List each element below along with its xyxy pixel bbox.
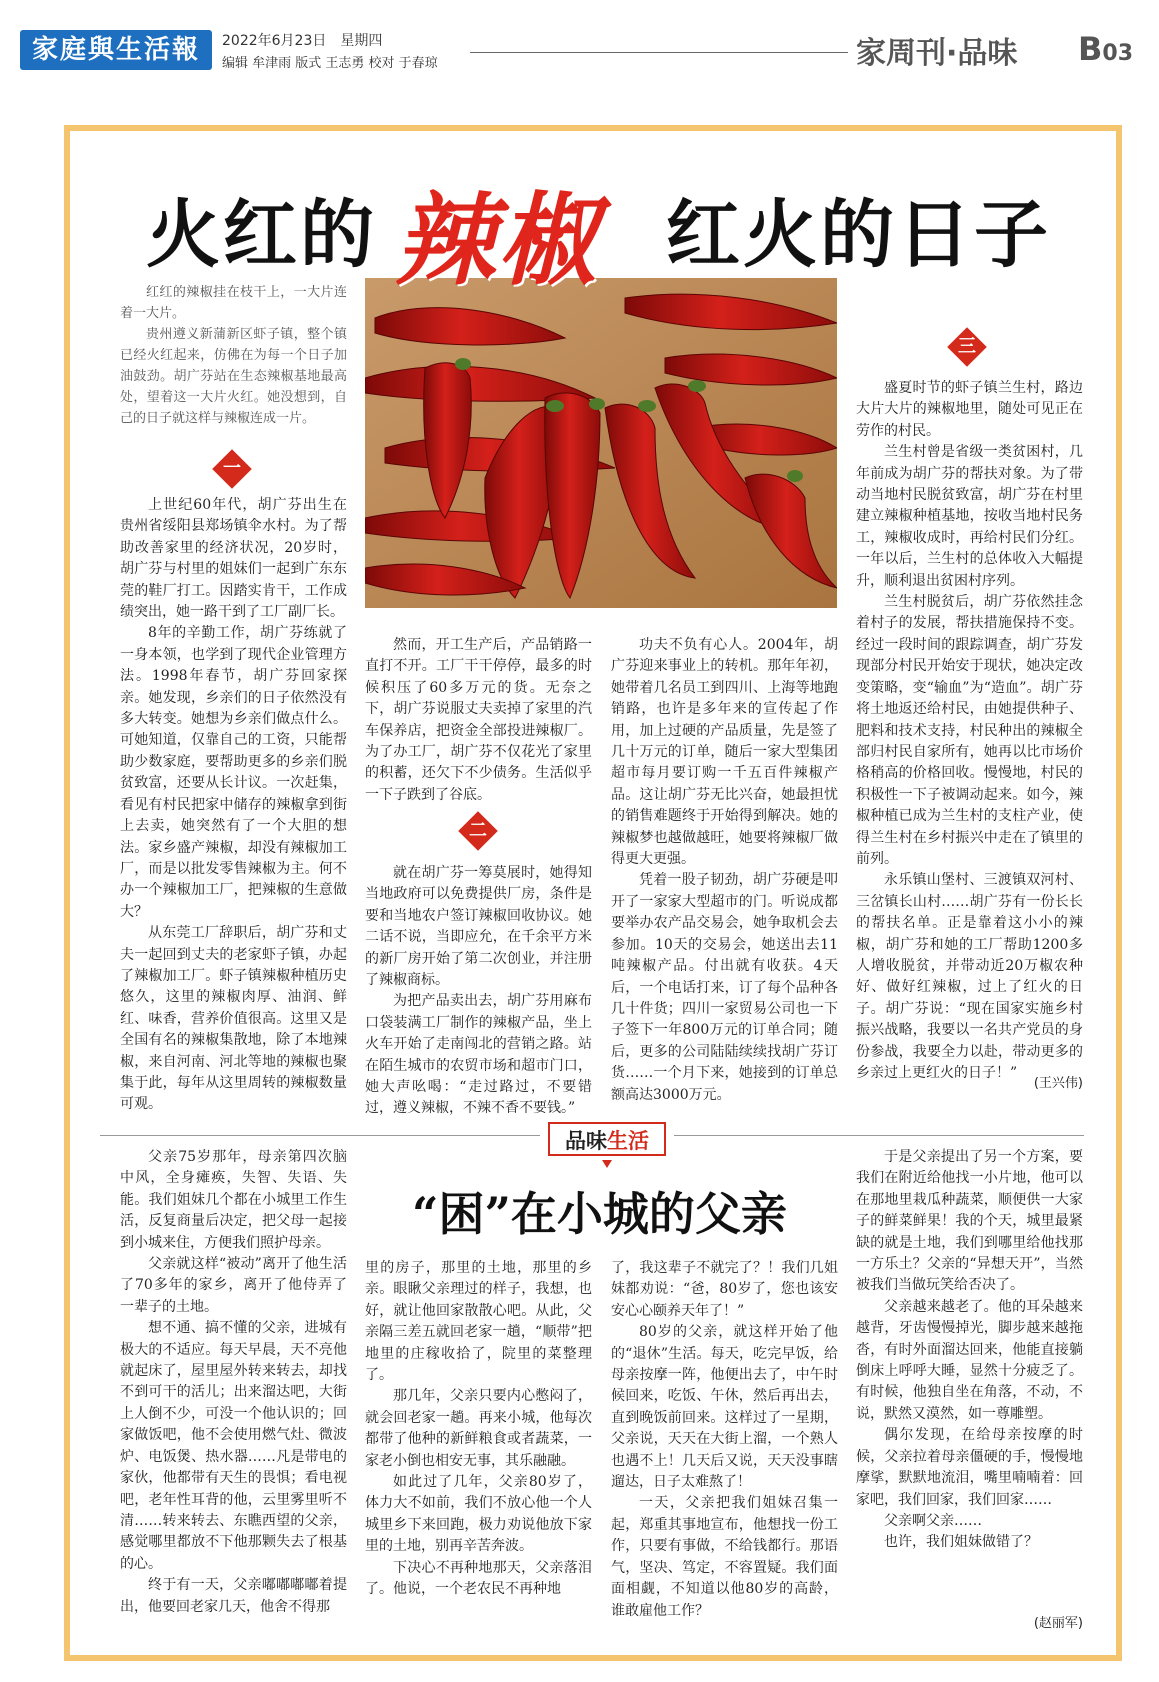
paragraph: 兰生村曾是省级一类贫困村，几年前成为胡广芬的帮扶对象。为了带动当地村民脱贫致富，胡广芬在村里建立辣椒种植基地，按收当地村民务工，辣椒收成时，再给村民们分红。一年以后，兰生村的总体收入大幅提升，顺利退出贫困村序列。: [856, 444, 1083, 589]
header-rule: [470, 52, 848, 53]
article1-column-2a: [365, 635, 592, 806]
paragraph: 一天，父亲把我们姐妹召集一起，郑重其事地宣布，他想找一份工作，只要有事做，不给钱都行。那语气，坚决、笃定，不容置疑。我们面面相觑，不知道以他80岁的高龄，谁敢雇他工作？: [611, 1495, 838, 1619]
paragraph: 上世纪60年代，胡广芬出生在贵州省绥阳县郑场镇伞水村。为了帮助改善家里的经济状况，20岁时，胡广芬与村里的姐妹们一起到广东东莞的鞋厂打工。因踏实肯干，工作成绩突出，她一路干到了工厂副厂长。: [120, 497, 347, 621]
paragraph: 也许，我们姐妹做错了？: [884, 1534, 1038, 1551]
tag-pointer: [602, 1160, 612, 1168]
article2-column-4: [856, 1147, 1083, 1554]
issue-date: 2022年6月23日 星期四: [222, 33, 383, 49]
paragraph: 终于有一天，父亲嘟嘟嘟嘟着提出，他要回老家几天，他舍不得那: [120, 1577, 347, 1615]
paragraph: 那几年，父亲只要内心憋闷了，就会回老家一趟。再来小城，他每次都带了他种的新鲜粮食或者蔬菜，一家老小倒也相安无事，其乐融融。: [365, 1388, 592, 1469]
page-letter: B: [1078, 30, 1103, 68]
paragraph: 盛夏时节的虾子镇兰生村，路边大片大片的辣椒地里，随处可见正在劳作的村民。: [856, 380, 1083, 439]
paragraph: 如此过了几年，父亲80岁了，体力大不如前，我们不放心他一个人城里乡下来回跑，极力劝说他放下家里的土地，别再辛苦奔波。: [365, 1474, 592, 1555]
newspaper-logo: 家庭與生活報: [20, 30, 212, 70]
paragraph: 父亲75岁那年，母亲第四次脑中风，全身瘫痪，失智、失语、失能。我们姐妹几个都在小城里工作生活，反复商量后决定，把父母一起接到小城来住，方便我们照护母亲。: [120, 1149, 347, 1251]
paragraph: 父亲啊父亲……: [884, 1512, 982, 1529]
section-marker-3: 三: [948, 328, 986, 366]
article2-title: “困”在小城的父亲: [412, 1187, 787, 1241]
tag-text: 品味: [565, 1129, 607, 1153]
headline-left: 火红的: [146, 192, 377, 278]
paragraph: 于是父亲提出了另一个方案，要我们在附近给他找一小片地，他可以在那地里栽瓜种蔬菜，顺便供一大家子的鲜菜鲜果！我的个天，城里最紧缺的就是土地，我们到哪里给他找那一方乐土？父亲的“异想天开”，当然被我们当做玩笑给否决了。: [856, 1149, 1083, 1294]
paragraph: 父亲越来越老了。他的耳朵越来越背，牙齿慢慢掉光，脚步越来越拖沓，有时外面溜达回来，他能直接躺倒床上呼呼大睡，显然十分疲乏了。有时候，他独自坐在角落，不动，不说，默然又漠然，如一尊雕塑。: [856, 1298, 1083, 1422]
paragraph: 为把产品卖出去，胡广芬用麻布口袋装满工厂制作的辣椒产品，坐上火车开始了走南闯北的营销之路。站在陌生城市的农贸市场和超市门口，她大声吆喝：“走过路过，不要错过，遵义辣椒，不辣不香不要钱。”: [365, 993, 592, 1117]
tag-text-highlight: 生活: [607, 1129, 649, 1153]
article1-column-1: [120, 495, 347, 1116]
section-marker-2: 二: [459, 812, 497, 850]
paragraph: 兰生村脱贫后，胡广芬依然挂念着村子的发展，帮扶措施保持不变。经过一段时间的跟踪调查，胡广芬发现部分村民开始安于现状，她决定改变策略，变“输血”为“造血”。胡广芬将土地返还给村民，由她提供种子、肥料和技术支持，村民种出的辣椒全部归村民自家所有，她再以比市场价格稍高的价格回收。慢慢地，村民的积极性一下子被调动起来。如今，辣椒种植已成为兰生村的支柱产业，使得兰生村在乡村振兴中走在了镇里的前列。: [856, 594, 1083, 867]
article2-column-3: [611, 1258, 838, 1622]
article1-column-2b: [365, 863, 592, 1120]
paragraph: 父亲就这样“被动”离开了他生活了70多年的家乡，离开了他侍弄了一辈子的土地。: [120, 1256, 347, 1315]
paragraph: 凭着一股子韧劲，胡广芬硬是叩开了一家家大型超市的门。听说成都要举办农产品交易会，她争取机会去参加。10天的交易会，她送出去11吨辣椒产品。付出就有收获。4天后，一个电话打来，订了每个品种各几十件货；四川一家贸易公司也一下子签下一年800万元的订单合同；随后，更多的公司陆陆续续找胡广芬订货……一个月下来，她接到的订单总额高达3000万元。: [611, 872, 838, 1103]
page-number: [1078, 30, 1133, 68]
section-marker-1: 一: [213, 450, 251, 488]
article1-column-3: [611, 635, 838, 1106]
paragraph: 想不通、搞不懂的父亲，进城有极大的不适应。每天早晨，天不亮他就起床了，屋里屋外转来转去，却找不到可干的活儿；出来溜达吧，大街上人倒不少，可没一个他认识的；回家做饭吧，他不会使用燃气灶、微波炉、电饭煲、热水器……凡是带电的家伙，他都带有天生的畏惧；看电视吧，老年性耳背的他，云里雾里听不清……转来转去、东瞧西望的父亲，感觉哪里都放不下他那颗失去了根基的心。: [120, 1320, 347, 1572]
paragraph: 里的房子，那里的土地，那里的乡亲。眼瞅父亲理过的样子，我想，也好，就让他回家散散心吧。从此，父亲隔三差五就回老家一趟，“顺带”把地里的庄稼收拾了，院里的菜整理了。: [365, 1260, 592, 1384]
paragraph: 了，我这辈子不就完了？！我们几姐妹都劝说：“爸，80岁了，您也该安安心心颐养天年了！”: [611, 1260, 838, 1319]
article1-author: (王兴伟): [1033, 1076, 1083, 1091]
section-tag: [548, 1122, 666, 1156]
lead-paragraph: 贵州遵义新蒲新区虾子镇，整个镇已经火红起来，仿佛在为每一个日子加油鼓劲。胡广芬站在生态辣椒基地最高处，望着这一大片火红。她没想到，自己的日子就这样与辣椒连成一片。: [120, 327, 347, 426]
lead-paragraph: 红红的辣椒挂在枝干上，一大片连着一大片。: [120, 285, 347, 321]
paragraph: 从东莞工厂辞职后，胡广芬和丈夫一起回到丈夫的老家虾子镇，办起了辣椒加工厂。虾子镇辣椒种植历史悠久，这里的辣椒肉厚、油润、鲜红、味香，营养价值很高。这里又是全国有名的辣椒集散地，除了本地辣椒，来自河南、河北等地的辣椒也聚集于此，每年从这里周转的辣椒数量可观。: [120, 925, 347, 1113]
page-digits: 03: [1102, 41, 1134, 66]
paragraph: 下决心不再种地那天，父亲落泪了。他说，一个老农民不再种地: [365, 1559, 592, 1598]
paragraph: 偶尔发现，在给母亲按摩的时候，父亲拉着母亲僵硬的手，慢慢地摩挲，默默地流泪，嘴里喃喃着：回家吧，我们回家，我们回家……: [856, 1427, 1083, 1508]
paragraph: 永乐镇山堡村、三渡镇双河村、三岔镇长山村……胡广芬有一份长长的帮扶名单。正是靠着这小小的辣椒，胡广芬和她的工厂帮助1200多人增收脱贫，并带动近20万椒农种好、做好红辣椒，过上了红火的日子。胡广芬说：“现在国家实施乡村振兴战略，我要以一名共产党员的身份参战，我要全力以赴，带动更多的乡亲过上更红火的日子！”: [856, 872, 1083, 1081]
paragraph: 8年的辛勤工作，胡广芬练就了一身本领，也学到了现代企业管理方法。1998年春节，胡广芬回家探亲。她发现，乡亲们的日子依然没有多大转变。她想为乡亲们做点什么。可她知道，仅靠自己的工资，只能帮助少数家庭，要帮助更多的乡亲们脱贫致富，还要从长计议。一次赶集，看见有村民把家中储存的辣椒拿到街上去卖，她突然有了一个大胆的想法。家乡盛产辣椒，却没有辣椒加工厂，而是以批发零售辣椒为主。何不办一个辣椒加工厂，把辣椒的生意做大？: [120, 625, 347, 920]
headline-right: 红火的日子: [666, 192, 1051, 278]
chili-photo: [365, 278, 837, 608]
headline-highlight: 辣椒: [395, 181, 599, 299]
article2-column-2: [365, 1258, 592, 1601]
divider-rule-right: [674, 1135, 1084, 1136]
divider-rule-left: [100, 1135, 540, 1136]
article2-author: (赵丽军): [1033, 1616, 1083, 1631]
paragraph: 然而，开工生产后，产品销路一直打不开。工厂干干停停，最多的时候积压了60多万元的货。无奈之下，胡广芬说服丈夫卖掉了家里的汽车保养店，把资金全部投进辣椒厂。为了办工厂，胡广芬不仅花光了家里的积蓄，还欠下不少债务。生活似乎一下子跌到了谷底。: [365, 637, 592, 803]
section-title: 家周刊·品味: [856, 36, 1018, 71]
paragraph: 功夫不负有心人。2004年，胡广芬迎来事业上的转机。那年年初，她带着几名员工到四川、上海等地跑销路，也许是多年来的宣传起了作用，加上过硬的产品质量，先是签了几十万元的订单，随后一家大型集团超市每月要订购一千五百件辣椒产品。这让胡广芬无比兴奋，她最担忧的销售难题终于开始得到解决。她的辣椒梦也越做越旺，她要将辣椒厂做得更大更强。: [611, 637, 838, 868]
article2-column-1: [120, 1147, 347, 1618]
article-lead: [120, 282, 347, 429]
editor-credits: 编辑 牟津雨 版式 王志勇 校对 于春琼: [222, 56, 438, 71]
paragraph: 就在胡广芬一筹莫展时，她得知当地政府可以免费提供厂房，条件是要和当地农户签订辣椒回收协议。她二话不说，当即应允，在千余平方米的新厂房开始了第二次创业，并注册了辣椒商标。: [365, 865, 592, 989]
paragraph: 80岁的父亲，就这样开始了他的“退休”生活。每天，吃完早饭，给母亲按摩一阵，他便出去了，中午时候回来，吃饭、午休，然后再出去，直到晚饭前回来。这样过了一星期，父亲说，天天在大街上溜，一个熟人也遇不上！几天后又说，天天没事瞎遛达，日子太难熬了！: [611, 1324, 838, 1491]
article1-column-4: [856, 378, 1083, 1084]
